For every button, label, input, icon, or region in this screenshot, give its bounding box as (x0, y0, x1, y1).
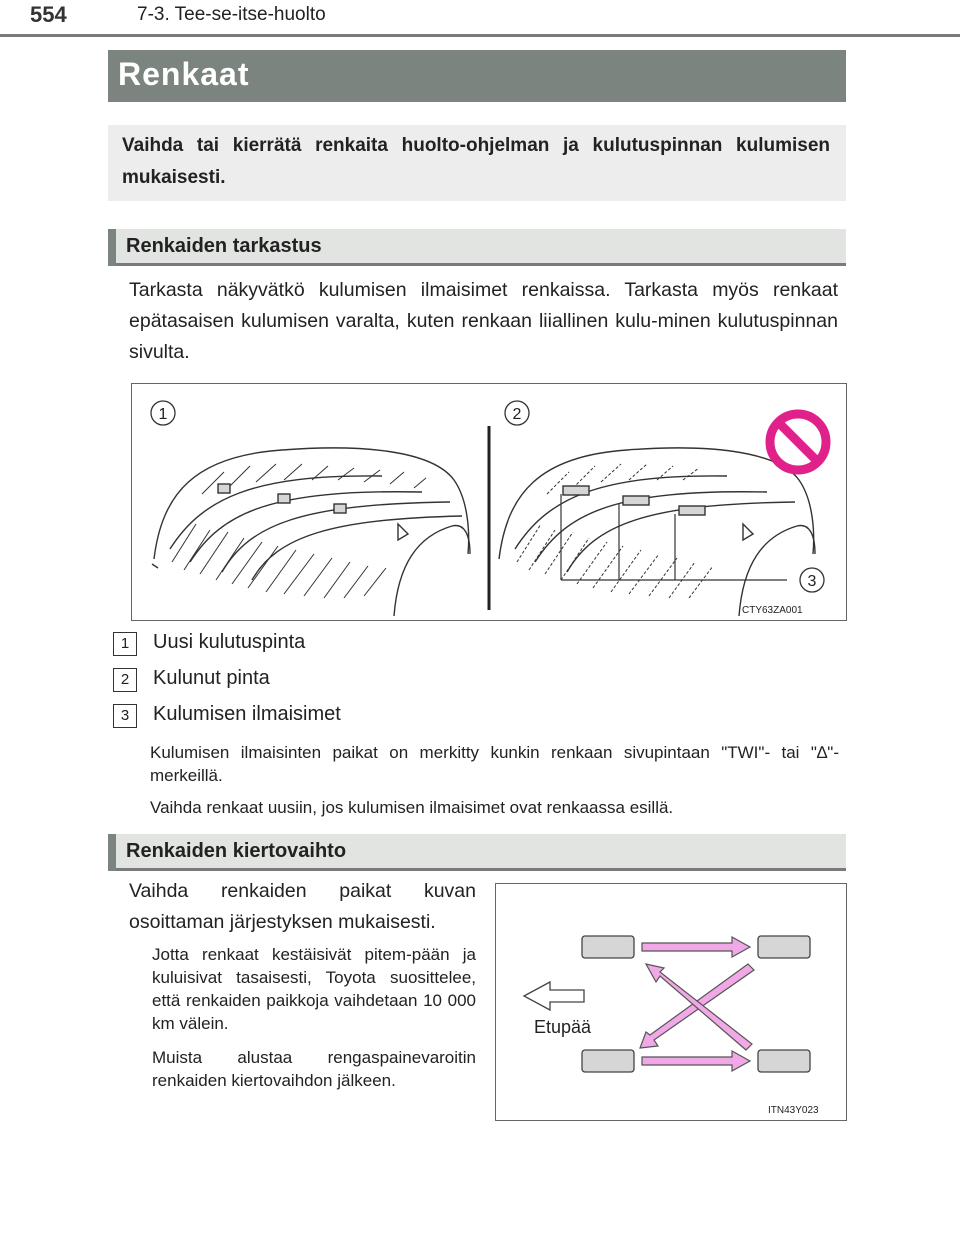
section-marker (108, 834, 116, 871)
legend-label-2: Kulunut pinta (153, 667, 270, 689)
front-direction-arrow (524, 982, 584, 1010)
section-heading-rotation (108, 834, 846, 871)
legend-badge-2: 2 (113, 668, 137, 692)
rotation-interval-note: Jotta renkaat kestäisivät pitem-pään ja kuluisivat tasaisesti, Toyota suosittelee, että renkaiden paikkoja vaihdetaan 10 000 km välein. (152, 945, 476, 1033)
rotation-diagram-svg (496, 884, 846, 1120)
svg-text:3: 3 (807, 573, 817, 590)
section-heading-text: Renkaiden tarkastus (126, 235, 322, 257)
tyre-rear-left (582, 1050, 634, 1072)
marker-1 (151, 401, 175, 425)
tyre-front-right (758, 936, 810, 958)
rotation-diagram (495, 883, 847, 1121)
section-marker (108, 229, 116, 266)
twi-note: Kulumisen ilmaisinten paikat on merkitty kunkin renkaan sivupintaan "TWI"- tai "∆"-merkeillä. (150, 743, 839, 785)
tread-wear-figure (131, 383, 847, 621)
legend-label-1: Uusi kulutuspinta (153, 631, 306, 653)
new-tyre-drawing (152, 448, 470, 616)
header-divider (0, 34, 960, 37)
rotation-text: Vaihda renkaiden paikat kuvan osoittaman järjestyksen mukaisesti. (129, 880, 476, 933)
marker-3 (800, 568, 824, 592)
front-label: Etupää (534, 1017, 592, 1037)
section-heading-text: Renkaiden kiertovaihto (126, 840, 347, 862)
tyre-rear-right (758, 1050, 810, 1072)
section-heading-inspection (108, 229, 846, 266)
svg-text:2: 2 (512, 406, 522, 423)
arrow-front-left-to-right (642, 937, 750, 957)
replace-note: Vaihda renkaat uusiin, jos kulumisen ilmaisimet ovat renkaassa esillä. (150, 798, 674, 817)
page-title: Renkaat (118, 56, 250, 92)
figure-code: ITN43Y023 (768, 1105, 819, 1116)
legend-badge-1: 1 (113, 632, 137, 656)
tyre-front-left (582, 936, 634, 958)
legend-label-3: Kulumisen ilmaisimet (153, 703, 341, 725)
arrow-rear-left-to-right (642, 1051, 750, 1071)
legend-badge-3: 3 (113, 704, 137, 728)
page-number: 554 (30, 2, 67, 27)
marker-2 (505, 401, 529, 425)
inspection-text: Tarkasta näkyvätkö kulumisen ilmaisimet renkaissa. Tarkasta myös renkaat epätasaisen kulumisen varalta, kuten renkaan liiallinen kulu-minen kulutuspinnan sivulta. (129, 279, 838, 363)
intro-text: Vaihda tai kierrätä renkaita huolto-ohjelman ja kulutuspinnan kulumisen mukaisesti. (122, 135, 830, 188)
section-title: 7-3. Tee-se-itse-huolto (137, 4, 326, 25)
figure-code: CTY63ZA001 (742, 605, 803, 616)
tpms-reset-note: Muista alustaa rengaspainevaroitin renkaiden kiertovaihdon jälkeen. (152, 1048, 476, 1090)
prohibition-icon (770, 414, 826, 470)
svg-text:1: 1 (158, 406, 168, 423)
tread-wear-illustration (132, 384, 846, 620)
worn-tyre-drawing (499, 448, 815, 616)
